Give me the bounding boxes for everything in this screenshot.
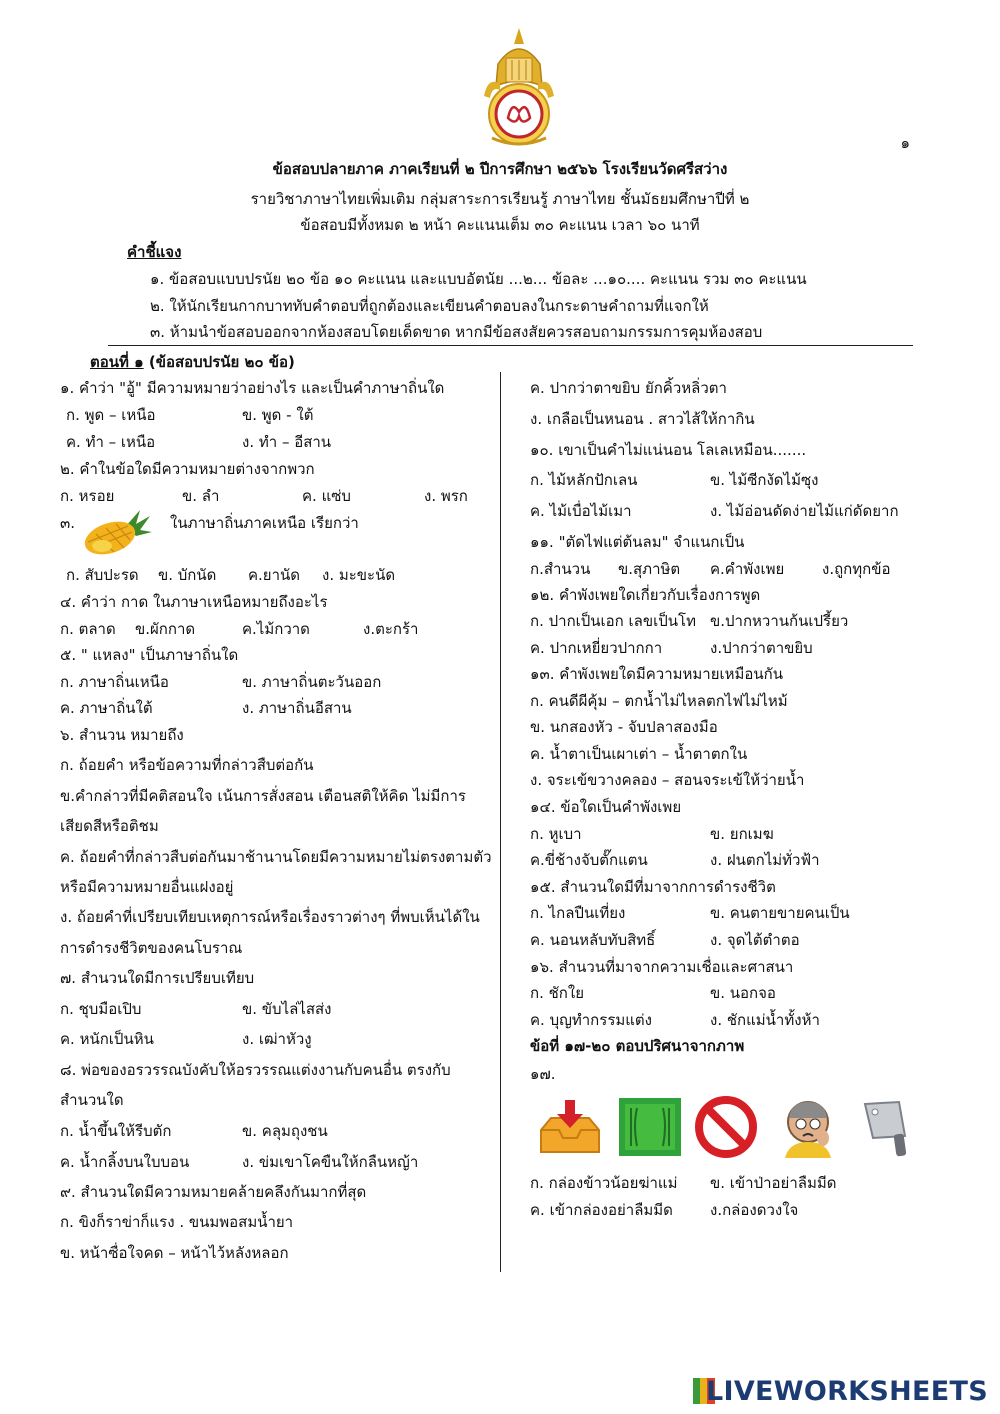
column-divider — [500, 372, 501, 1272]
option[interactable]: ง.ปากว่าตาขยิบ — [710, 639, 813, 657]
question-3-number: ๓. — [60, 514, 76, 532]
option[interactable]: ค.คำพังเพย — [710, 560, 785, 578]
question-1: ๑. คำว่า "อู้" มีความหมายว่าอย่างไร และเป็นคำภาษาถิ่นใด — [60, 379, 445, 397]
option[interactable]: ข. ไม้ซีกงัดไม้ซุง — [710, 471, 819, 489]
option[interactable]: ค. หนักเป็นหิน — [60, 1030, 154, 1048]
option[interactable]: ง.ตะกร้า — [363, 620, 419, 638]
exam-info-line: ข้อสอบมีทั้งหมด ๒ หน้า คะแนนเต็ม ๓๐ คะแนน เวลา ๖๐ นาที — [300, 216, 700, 234]
option[interactable]: ก. หรอย — [60, 487, 115, 505]
exam-title: ข้อสอบปลายภาค ภาคเรียนที่ ๒ ปีการศึกษา ๒๕๖๖ โรงเรียนวัดศรีสว่าง — [272, 160, 728, 178]
option[interactable]: ก. คนดีผีคุ้ม – ตกน้ำไม่ไหลตกไฟไม่ไหม้ — [530, 692, 788, 710]
option[interactable]: ง. จุดไต้ตำตอ — [710, 931, 800, 949]
option[interactable]: ก. ปากเป็นเอก เลขเป็นโท — [530, 612, 696, 630]
question-7: ๗. สำนวนใดมีการเปรียบเทียบ — [60, 969, 255, 987]
instruction-item: ๒. ให้นักเรียนกากบาททับคำตอบที่ถูกต้องและเขียนคำตอบลงในกระดาษคำถามที่แจกให้ — [150, 297, 709, 315]
option[interactable]: ก.สำนวน — [530, 560, 591, 578]
option[interactable]: ก. ชักใย — [530, 984, 584, 1002]
option[interactable]: ง. ภาษาถิ่นอีสาน — [242, 699, 352, 717]
option[interactable]: ง. ไม้อ่อนดัดง่ายไม้แก่ดัดยาก — [710, 502, 899, 520]
option[interactable]: ก. ชุบมือเปิบ — [60, 1000, 142, 1018]
option[interactable]: ข. นอกจอ — [710, 984, 776, 1002]
instruction-item: ๑. ข้อสอบแบบปรนัย ๒๐ ข้อ ๑๐ คะแนน และแบบอัตนัย ...๒... ข้อละ ...๑๐.... คะแนน รวม ๓๐ คะแนน — [150, 270, 807, 288]
question-14: ๑๔. ข้อใดเป็นคำพังเพย — [530, 798, 682, 816]
option[interactable]: ค. นอนหลับทับสิทธิ์ — [530, 931, 656, 949]
question-6: ๖. สำนวน หมายถึง — [60, 726, 184, 744]
option[interactable]: ข. คนตายขายคนเป็น — [710, 904, 850, 922]
option[interactable]: ก. ขิงก็ราข่าก็แรง . ขนมพอสมน้ำยา — [60, 1213, 294, 1231]
option[interactable]: ก. กล่องข้าวน้อยฆ่าแม่ — [530, 1174, 678, 1192]
option[interactable]: ข. ลำ — [182, 487, 220, 505]
option[interactable]: ง. ชักแม่น้ำทั้งห้า — [710, 1011, 820, 1029]
thinking-man-icon — [775, 1096, 841, 1158]
question-11: ๑๑. "ตัดไฟแต่ต้นลม" จำแนกเป็น — [530, 533, 745, 551]
liveworksheets-brand[interactable]: LIVEWORKSHEETS — [705, 1376, 988, 1407]
green-field-icon — [617, 1096, 683, 1158]
option[interactable]: ง. จระเข้ขวางคลอง – สอนจระเข้ให้ว่ายน้ำ — [530, 771, 805, 789]
option[interactable]: ก. พูด – เหนือ — [66, 406, 156, 424]
divider — [108, 345, 913, 346]
option[interactable]: ค. ไม้เบื่อไม้เมา — [530, 502, 632, 520]
question-3: ในภาษาถิ่นภาคเหนือ เรียกว่า — [170, 514, 359, 532]
question-8: ๘. พ่อของอรวรรณบังคับให้อรวรรณแต่งงานกับคนอื่น ตรงกับ — [60, 1061, 451, 1079]
option[interactable]: ค.ยานัด — [248, 566, 301, 584]
question-4: ๔. คำว่า กาด ในภาษาเหนือหมายถึงอะไร — [60, 593, 328, 611]
question-12: ๑๒. คำพังเพยใดเกี่ยวกับเรื่องการพูด — [530, 586, 761, 604]
option[interactable]: ข. คลุมถุงชน — [242, 1122, 328, 1140]
pineapple-icon — [80, 508, 152, 556]
question-10: ๑๐. เขาเป็นคำไม่แน่นอน โลเลเหมือน....... — [530, 441, 807, 459]
question-17: ๑๗. — [530, 1065, 556, 1083]
option[interactable]: ข.สุภาษิต — [618, 560, 681, 578]
option[interactable]: ค. ปากเหยี่ยวปากกา — [530, 639, 663, 657]
option[interactable]: ข. เข้าป่าอย่าลืมมีด — [710, 1174, 837, 1192]
option[interactable]: ก. ตลาด — [60, 620, 116, 638]
option[interactable]: ก. น้ำขึ้นให้รีบตัก — [60, 1122, 172, 1140]
option[interactable]: ค. ภาษาถิ่นใต้ — [60, 699, 153, 717]
option[interactable]: ก. ถ้อยคำ หรือข้อความที่กล่าวสืบต่อกัน — [60, 756, 314, 774]
option[interactable]: ง. ถ้อยคำที่เปรียบเทียบเหตุการณ์หรือเรื่องราวต่างๆ ที่พบเห็นได้ใน — [60, 908, 480, 926]
part-heading-desc: (ข้อสอบปรนัย ๒๐ ข้อ) — [143, 353, 295, 371]
option[interactable]: ก. ไม้หลักปักเลน — [530, 471, 638, 489]
option[interactable]: ก. ไกลปืนเที่ยง — [530, 904, 626, 922]
option[interactable]: ง. มะขะนัด — [322, 566, 396, 584]
option[interactable]: ค. บุญทำกรรมแต่ง — [530, 1011, 652, 1029]
option[interactable]: ข. หน้าซื่อใจคด – หน้าไว้หลังหลอก — [60, 1244, 289, 1262]
option[interactable]: ค.ขี่ช้างจับตั๊กแตน — [530, 851, 648, 869]
option[interactable]: ค.ไม้กวาด — [242, 620, 310, 638]
option[interactable]: ง. ฝนตกไม่ทั่วฟ้า — [710, 851, 820, 869]
option[interactable]: ง. ข่มเขาโคขืนให้กลืนหญ้า — [242, 1153, 419, 1171]
option[interactable]: ง. เฒ่าหัวงู — [242, 1030, 312, 1048]
option[interactable]: ข.คำกล่าวที่มีคติสอนใจ เน้นการสั่งสอน เตือนสติให้คิด ไม่มีการ — [60, 787, 466, 805]
cleaver-knife-icon — [855, 1096, 921, 1158]
option[interactable]: ข. พูด - ใต้ — [242, 406, 314, 424]
question-9: ๙. สำนวนใดมีความหมายคล้ายคลึงกันมากที่สุด — [60, 1183, 367, 1201]
option[interactable]: ข. ยกเมฆ — [710, 825, 774, 843]
instructions-heading: คำชี้แจง — [127, 243, 182, 261]
inbox-download-icon — [537, 1096, 603, 1158]
question-2: ๒. คำในข้อใดมีความหมายต่างจากพวก — [60, 460, 315, 478]
school-emblem-icon — [478, 26, 560, 150]
puzzle-section-heading: ข้อที่ ๑๗-๒๐ ตอบปริศนาจากภาพ — [530, 1037, 745, 1055]
no-entry-icon — [693, 1096, 759, 1158]
question-8-continued: สำนวนใด — [60, 1091, 124, 1109]
option[interactable]: ค. ทำ – เหนือ — [66, 433, 156, 451]
option[interactable]: ข.ปากหวานก้นเปรี้ยว — [710, 612, 849, 630]
option-continued: การดำรงชีวิตของคนโบราณ — [60, 939, 243, 957]
instruction-item: ๓. ห้ามนำข้อสอบออกจากห้องสอบโดยเด็ดขาด หากมีข้อสงสัยควรสอบถามกรรมการคุมห้องสอบ — [150, 323, 763, 341]
option[interactable]: ง. ทำ – อีสาน — [242, 433, 332, 451]
option[interactable]: ข. ภาษาถิ่นตะวันออก — [242, 673, 382, 691]
option[interactable]: ข. นกสองหัว - จับปลาสองมือ — [530, 718, 718, 736]
option[interactable]: ก. ภาษาถิ่นเหนือ — [60, 673, 169, 691]
subject-line: รายวิชาภาษาไทยเพิ่มเติม กลุ่มสาระการเรียนรู้ ภาษาไทย ชั้นมัธยมศึกษาปีที่ ๒ — [250, 190, 750, 208]
option[interactable]: ง.ถูกทุกข้อ — [822, 560, 891, 578]
part-heading-label: ตอนที่ ๑ — [90, 353, 144, 371]
option[interactable]: ข. บักนัด — [158, 566, 217, 584]
option[interactable]: ก. สับปะรด — [66, 566, 139, 584]
option[interactable]: ง.กล่องดวงใจ — [710, 1201, 799, 1219]
question-13: ๑๓. คำพังเพยใดมีความหมายเหมือนกัน — [530, 665, 783, 683]
option[interactable]: ง. พรก — [424, 487, 468, 505]
option[interactable]: ค. แซ่บ — [302, 487, 351, 505]
option[interactable]: ง. เกลือเป็นหนอน . สาวไส้ให้กากิน — [530, 410, 755, 428]
question-5: ๕. " แหลง" เป็นภาษาถิ่นใด — [60, 646, 239, 664]
question-15: ๑๕. สำนวนใดมีที่มาจากการดำรงชีวิต — [530, 878, 776, 896]
option[interactable]: ค. น้ำกลิ้งบนใบบอน — [60, 1153, 190, 1171]
option[interactable]: ค. ปากว่าตาขยิบ ยักคิ้วหลิ่วตา — [530, 379, 727, 397]
option[interactable]: ค. ถ้อยคำที่กล่าวสืบต่อกันมาช้านานโดยมีความหมายไม่ตรงตามตัว — [60, 848, 492, 866]
question-16: ๑๖. สำนวนที่มาจากความเชื่อและศาสนา — [530, 958, 794, 976]
option-continued: หรือมีความหมายอื่นแฝงอยู่ — [60, 878, 234, 896]
page-number: ๑ — [900, 134, 910, 152]
part-heading — [90, 352, 295, 372]
option-continued: เสียดสีหรือติชม — [60, 817, 159, 835]
option[interactable]: ค. น้ำตาเป็นเผาเต่า – น้ำตาตกใน — [530, 745, 748, 763]
option[interactable]: ข.ผักกาด — [135, 620, 196, 638]
option[interactable]: ก. หูเบา — [530, 825, 582, 843]
option[interactable]: ค. เข้ากล่องอย่าลืมมีด — [530, 1201, 673, 1219]
option[interactable]: ข. ขับไล่ไสส่ง — [242, 1000, 332, 1018]
